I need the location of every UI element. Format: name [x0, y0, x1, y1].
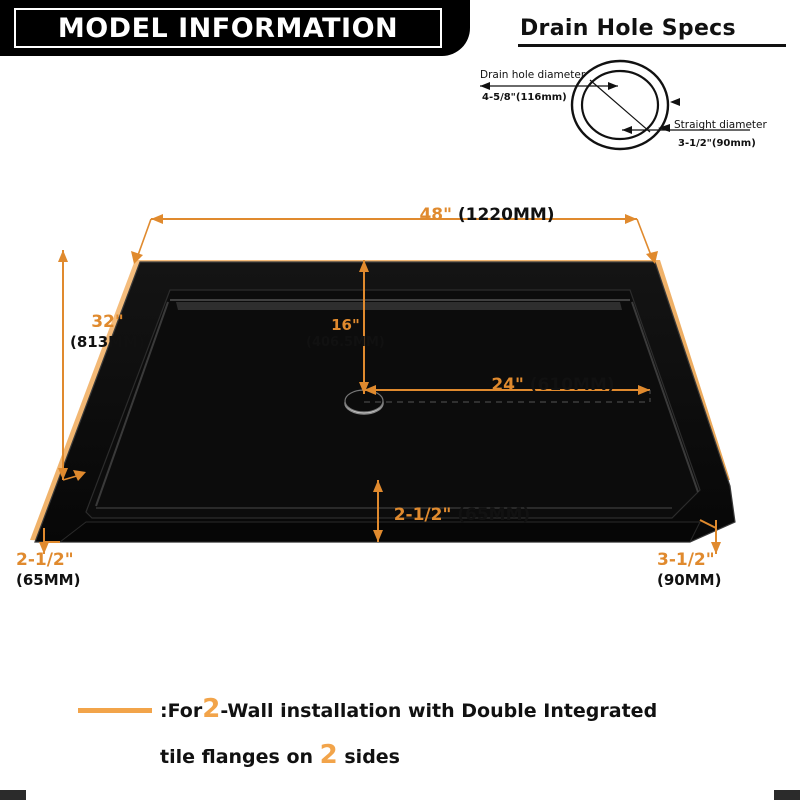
- drain-inner-arrow-left: [622, 126, 632, 134]
- drain-outer-value: 4-5/8"(116mm): [482, 92, 567, 103]
- dim-arrow-depth-top: [58, 250, 68, 262]
- page-corner-bottom-right: [774, 790, 800, 800]
- drain-tick-right: [670, 98, 680, 106]
- drain-outer-label: Drain hole diameter: [480, 69, 586, 81]
- dim-ext-width-right: [637, 219, 652, 258]
- dim-label-drain-from-back: 16" (406.5MM): [306, 316, 385, 350]
- model-information-badge-border: [14, 8, 442, 48]
- drain-outer-arrow-right: [608, 82, 618, 90]
- dim-arrow-width-left: [151, 214, 163, 224]
- dim-label-width: 48" (1220MM): [419, 205, 555, 225]
- drain-hole-specs-title: Drain Hole Specs: [520, 16, 736, 41]
- drain-inner-label: Straight diameter: [674, 119, 767, 131]
- page-corner-bottom-left: [0, 790, 26, 800]
- basin-highlight-strip: [176, 302, 622, 310]
- drain-inner-value: 3-1/2"(90mm): [678, 138, 756, 149]
- drain-outer-arrow-left: [480, 82, 490, 90]
- model-information-label: MODEL INFORMATION: [57, 12, 399, 44]
- basin-floor: [86, 290, 700, 518]
- dim-label-depth: 32" (813MM): [70, 312, 145, 351]
- model-information-badge: [0, 0, 470, 56]
- drain-hole-specs-underline: [518, 44, 786, 47]
- footer-note-line-2: tile flanges on 2 sides: [160, 740, 400, 770]
- dim-label-right-flange: 3-1/2" (90MM): [657, 550, 722, 589]
- dim-ext-width-left: [137, 219, 151, 258]
- dim-label-front-threshold: 2-1/2" (65MM): [393, 505, 531, 525]
- footer-legend-swatch: [78, 708, 152, 713]
- dim-arrow-width-right: [625, 214, 637, 224]
- footer-note-line-1: :For2-Wall installation with Double Integrated: [160, 694, 658, 724]
- dim-label-left-threshold: 2-1/2" (65MM): [16, 550, 81, 589]
- drain-diagonal-line: [590, 80, 650, 132]
- dim-label-drain-from-left: 24" (610MM): [491, 375, 615, 395]
- drain-outer-circle: [572, 61, 668, 149]
